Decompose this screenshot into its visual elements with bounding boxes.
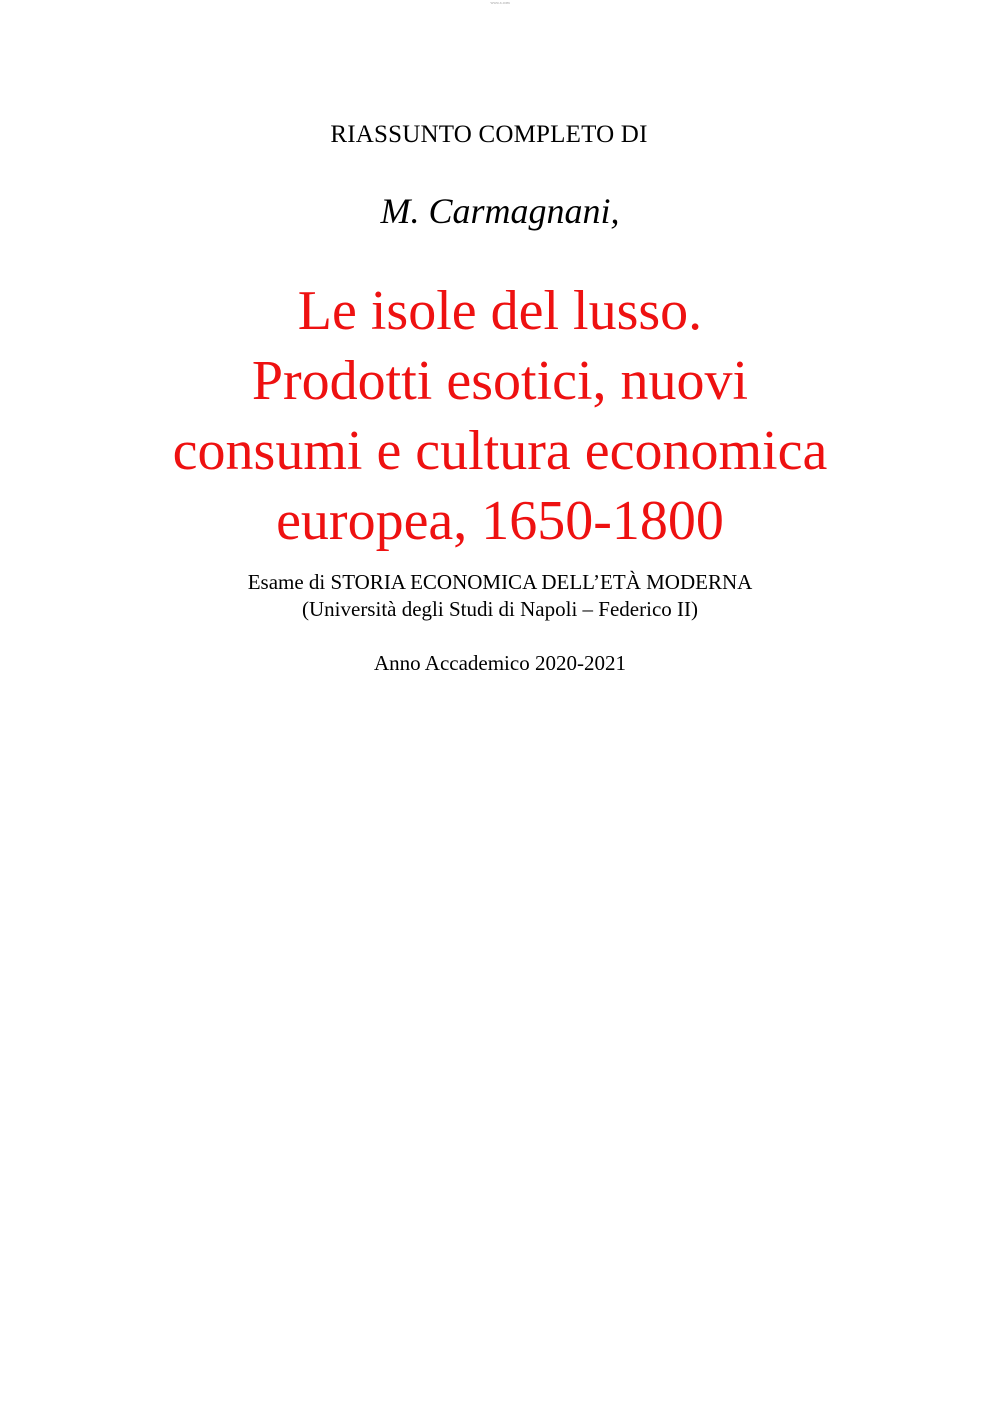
book-title [0, 276, 1000, 556]
exam-info [0, 569, 1000, 623]
title-line: consumi e cultura economica [172, 420, 828, 482]
exam-university: (Università degli Studi di Napoli – Federico II) [302, 597, 698, 621]
exam-course: Esame di STORIA ECONOMICA DELL’ETÀ MODERNA [247, 570, 753, 594]
author-name: M. Carmagnani, [380, 191, 620, 231]
academic-year: Anno Accademico 2020-2021 [374, 651, 626, 675]
header-mark: www.x.com [490, 0, 510, 5]
title-line: Le isole del lusso. [297, 280, 703, 342]
title-line: Prodotti esotici, nuovi [251, 350, 749, 412]
summary-heading: RIASSUNTO COMPLETO DI [330, 121, 648, 148]
title-line: europea, 1650-1800 [276, 490, 724, 552]
